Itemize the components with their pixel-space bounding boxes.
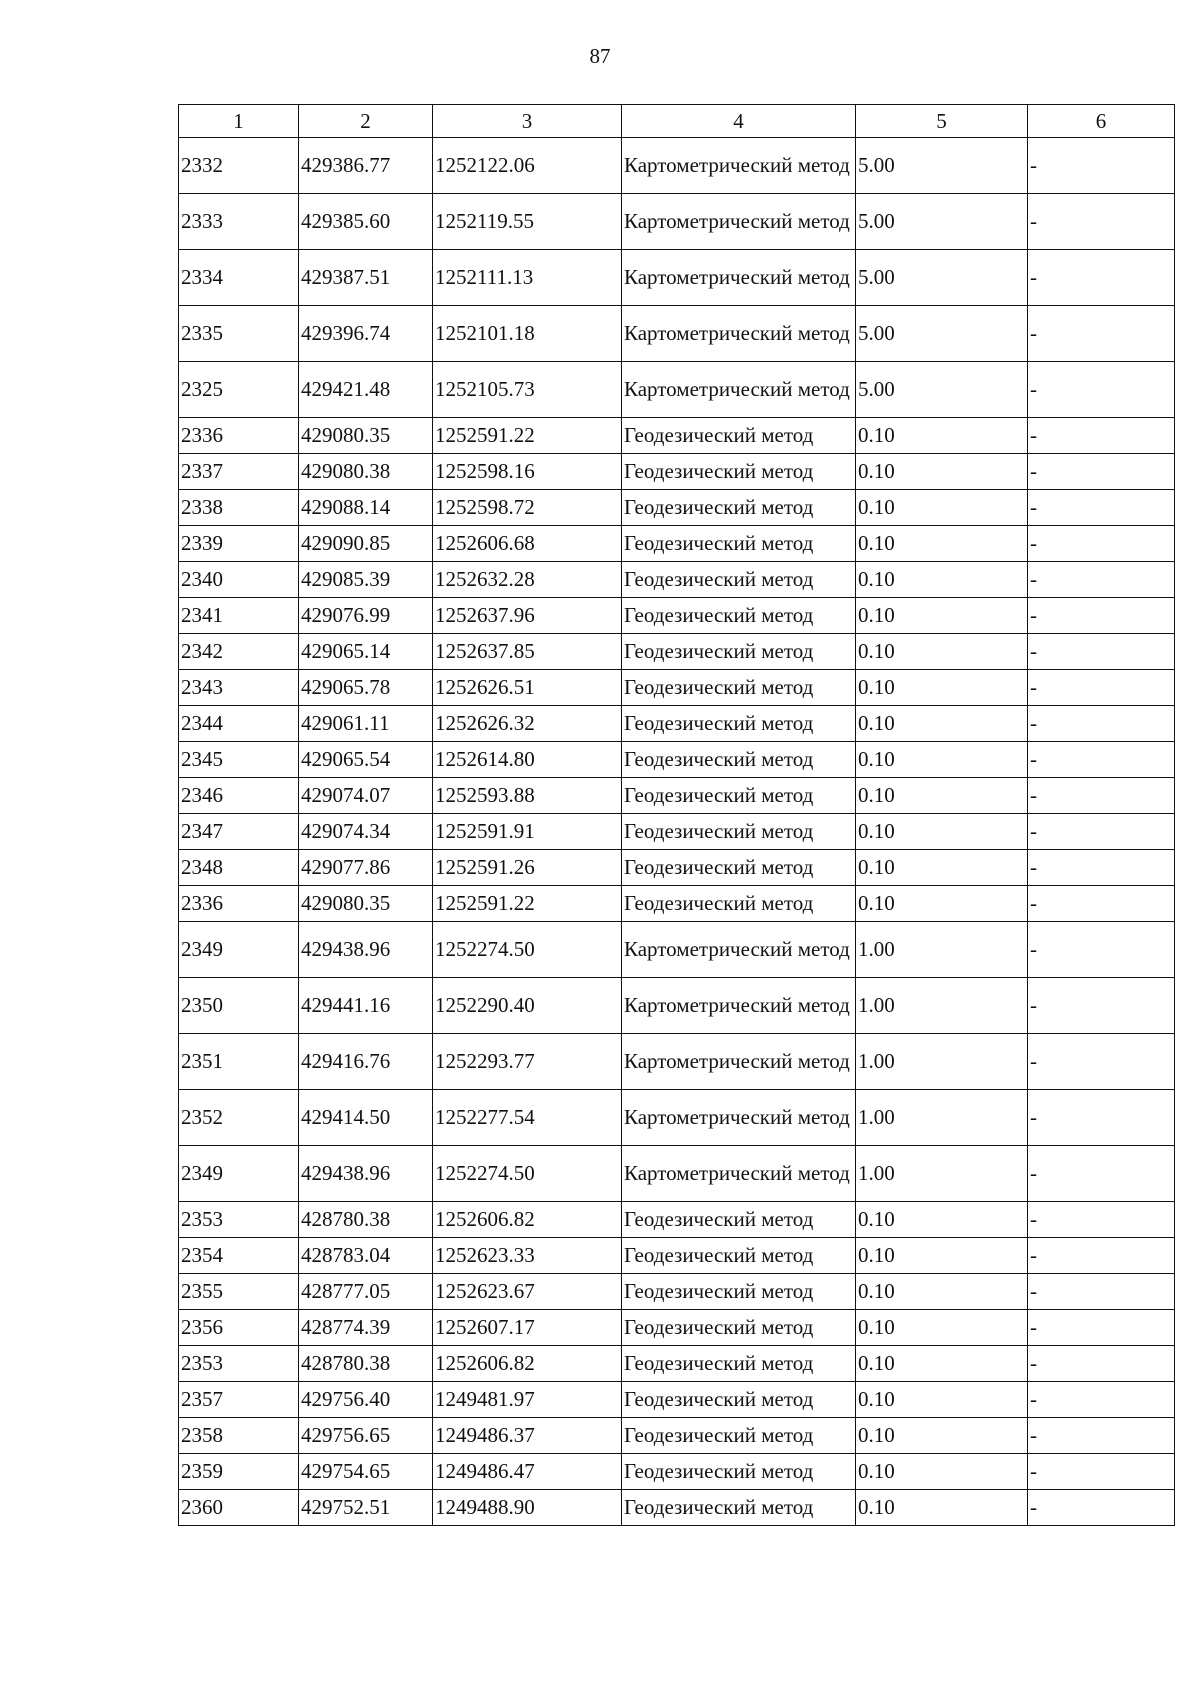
point-number-cell: 2346 (179, 778, 299, 814)
y-coordinate-cell: 1249488.90 (433, 1490, 622, 1526)
table-row (179, 418, 1175, 454)
column-header: 4 (622, 105, 856, 138)
y-coordinate-cell: 1252101.18 (433, 306, 622, 362)
table-row (179, 598, 1175, 634)
x-coordinate-cell: 428774.39 (299, 1310, 433, 1346)
table-row (179, 1490, 1175, 1526)
note-cell: - (1028, 978, 1175, 1034)
x-coordinate-cell: 429421.48 (299, 362, 433, 418)
x-coordinate-cell: 429396.74 (299, 306, 433, 362)
table-row (179, 194, 1175, 250)
note-cell: - (1028, 138, 1175, 194)
table-row (179, 1418, 1175, 1454)
accuracy-cell: 0.10 (856, 1202, 1028, 1238)
point-number-cell: 2355 (179, 1274, 299, 1310)
method-cell: Геодезический метод (622, 562, 856, 598)
x-coordinate-cell: 429752.51 (299, 1490, 433, 1526)
y-coordinate-cell: 1252626.32 (433, 706, 622, 742)
accuracy-cell: 0.10 (856, 1490, 1028, 1526)
y-coordinate-cell: 1252274.50 (433, 1146, 622, 1202)
y-coordinate-cell: 1252632.28 (433, 562, 622, 598)
note-cell: - (1028, 418, 1175, 454)
table-row (179, 706, 1175, 742)
x-coordinate-cell: 429088.14 (299, 490, 433, 526)
point-number-cell: 2350 (179, 978, 299, 1034)
accuracy-cell: 0.10 (856, 1310, 1028, 1346)
x-coordinate-cell: 429414.50 (299, 1090, 433, 1146)
y-coordinate-cell: 1252122.06 (433, 138, 622, 194)
note-cell: - (1028, 1490, 1175, 1526)
x-coordinate-cell: 429754.65 (299, 1454, 433, 1490)
y-coordinate-cell: 1252274.50 (433, 922, 622, 978)
point-number-cell: 2325 (179, 362, 299, 418)
method-cell: Геодезический метод (622, 1346, 856, 1382)
y-coordinate-cell: 1252606.68 (433, 526, 622, 562)
method-cell: Геодезический метод (622, 814, 856, 850)
note-cell: - (1028, 886, 1175, 922)
note-cell: - (1028, 922, 1175, 978)
point-number-cell: 2348 (179, 850, 299, 886)
note-cell: - (1028, 1090, 1175, 1146)
y-coordinate-cell: 1252277.54 (433, 1090, 622, 1146)
x-coordinate-cell: 429085.39 (299, 562, 433, 598)
accuracy-cell: 1.00 (856, 1146, 1028, 1202)
y-coordinate-cell: 1249481.97 (433, 1382, 622, 1418)
x-coordinate-cell: 429387.51 (299, 250, 433, 306)
x-coordinate-cell: 429441.16 (299, 978, 433, 1034)
note-cell: - (1028, 1202, 1175, 1238)
method-cell: Картометрический метод (622, 306, 856, 362)
point-number-cell: 2349 (179, 922, 299, 978)
note-cell: - (1028, 1310, 1175, 1346)
accuracy-cell: 1.00 (856, 978, 1028, 1034)
table-row (179, 1202, 1175, 1238)
point-number-cell: 2353 (179, 1202, 299, 1238)
y-coordinate-cell: 1252623.33 (433, 1238, 622, 1274)
method-cell: Картометрический метод (622, 1034, 856, 1090)
accuracy-cell: 0.10 (856, 670, 1028, 706)
note-cell: - (1028, 454, 1175, 490)
method-cell: Геодезический метод (622, 1454, 856, 1490)
table-row (179, 306, 1175, 362)
table-row (179, 1454, 1175, 1490)
method-cell: Картометрический метод (622, 250, 856, 306)
x-coordinate-cell: 429077.86 (299, 850, 433, 886)
note-cell: - (1028, 1346, 1175, 1382)
table-row (179, 562, 1175, 598)
method-cell: Геодезический метод (622, 1238, 856, 1274)
table-row (179, 670, 1175, 706)
point-number-cell: 2357 (179, 1382, 299, 1418)
point-number-cell: 2349 (179, 1146, 299, 1202)
method-cell: Геодезический метод (622, 1274, 856, 1310)
method-cell: Геодезический метод (622, 598, 856, 634)
y-coordinate-cell: 1252293.77 (433, 1034, 622, 1090)
x-coordinate-cell: 429386.77 (299, 138, 433, 194)
y-coordinate-cell: 1252637.85 (433, 634, 622, 670)
note-cell: - (1028, 526, 1175, 562)
method-cell: Геодезический метод (622, 850, 856, 886)
method-cell: Геодезический метод (622, 742, 856, 778)
y-coordinate-cell: 1252598.72 (433, 490, 622, 526)
accuracy-cell: 1.00 (856, 922, 1028, 978)
column-header: 3 (433, 105, 622, 138)
x-coordinate-cell: 429065.14 (299, 634, 433, 670)
point-number-cell: 2337 (179, 454, 299, 490)
table-row (179, 454, 1175, 490)
x-coordinate-cell: 429061.11 (299, 706, 433, 742)
note-cell: - (1028, 1382, 1175, 1418)
page-number: 87 (589, 44, 611, 68)
point-number-cell: 2345 (179, 742, 299, 778)
method-cell: Картометрический метод (622, 1146, 856, 1202)
point-number-cell: 2340 (179, 562, 299, 598)
method-cell: Геодезический метод (622, 1490, 856, 1526)
accuracy-cell: 0.10 (856, 706, 1028, 742)
y-coordinate-cell: 1249486.47 (433, 1454, 622, 1490)
note-cell: - (1028, 490, 1175, 526)
note-cell: - (1028, 1274, 1175, 1310)
x-coordinate-cell: 429080.35 (299, 886, 433, 922)
y-coordinate-cell: 1252606.82 (433, 1202, 622, 1238)
point-number-cell: 2358 (179, 1418, 299, 1454)
x-coordinate-cell: 429080.35 (299, 418, 433, 454)
accuracy-cell: 0.10 (856, 1382, 1028, 1418)
accuracy-cell: 0.10 (856, 562, 1028, 598)
note-cell: - (1028, 250, 1175, 306)
accuracy-cell: 0.10 (856, 490, 1028, 526)
method-cell: Картометрический метод (622, 194, 856, 250)
column-header: 5 (856, 105, 1028, 138)
point-number-cell: 2341 (179, 598, 299, 634)
point-number-cell: 2335 (179, 306, 299, 362)
method-cell: Картометрический метод (622, 1090, 856, 1146)
y-coordinate-cell: 1252105.73 (433, 362, 622, 418)
accuracy-cell: 0.10 (856, 1274, 1028, 1310)
method-cell: Геодезический метод (622, 670, 856, 706)
accuracy-cell: 5.00 (856, 306, 1028, 362)
note-cell: - (1028, 634, 1175, 670)
table-row (179, 1034, 1175, 1090)
y-coordinate-cell: 1252626.51 (433, 670, 622, 706)
accuracy-cell: 0.10 (856, 1418, 1028, 1454)
note-cell: - (1028, 1418, 1175, 1454)
accuracy-cell: 0.10 (856, 1238, 1028, 1274)
point-number-cell: 2354 (179, 1238, 299, 1274)
method-cell: Геодезический метод (622, 634, 856, 670)
point-number-cell: 2344 (179, 706, 299, 742)
table-row (179, 1274, 1175, 1310)
accuracy-cell: 0.10 (856, 742, 1028, 778)
table-row (179, 1238, 1175, 1274)
point-number-cell: 2356 (179, 1310, 299, 1346)
x-coordinate-cell: 429090.85 (299, 526, 433, 562)
y-coordinate-cell: 1252637.96 (433, 598, 622, 634)
table-row (179, 526, 1175, 562)
note-cell: - (1028, 778, 1175, 814)
table-row (179, 922, 1175, 978)
accuracy-cell: 0.10 (856, 850, 1028, 886)
point-number-cell: 2351 (179, 1034, 299, 1090)
accuracy-cell: 0.10 (856, 1346, 1028, 1382)
method-cell: Картометрический метод (622, 362, 856, 418)
table-row (179, 1346, 1175, 1382)
method-cell: Геодезический метод (622, 1202, 856, 1238)
note-cell: - (1028, 194, 1175, 250)
point-number-cell: 2336 (179, 886, 299, 922)
y-coordinate-cell: 1252614.80 (433, 742, 622, 778)
method-cell: Геодезический метод (622, 1310, 856, 1346)
method-cell: Геодезический метод (622, 526, 856, 562)
table-row (179, 978, 1175, 1034)
accuracy-cell: 1.00 (856, 1034, 1028, 1090)
table-row (179, 490, 1175, 526)
table-row (179, 1310, 1175, 1346)
table-row (179, 886, 1175, 922)
x-coordinate-cell: 429074.07 (299, 778, 433, 814)
x-coordinate-cell: 428777.05 (299, 1274, 433, 1310)
y-coordinate-cell: 1252591.91 (433, 814, 622, 850)
x-coordinate-cell: 429756.65 (299, 1418, 433, 1454)
note-cell: - (1028, 562, 1175, 598)
accuracy-cell: 0.10 (856, 634, 1028, 670)
accuracy-cell: 0.10 (856, 886, 1028, 922)
method-cell: Геодезический метод (622, 886, 856, 922)
table-row (179, 634, 1175, 670)
y-coordinate-cell: 1252119.55 (433, 194, 622, 250)
note-cell: - (1028, 1238, 1175, 1274)
x-coordinate-cell: 429065.78 (299, 670, 433, 706)
note-cell: - (1028, 362, 1175, 418)
table-header-row (179, 105, 1175, 138)
point-number-cell: 2360 (179, 1490, 299, 1526)
x-coordinate-cell: 429065.54 (299, 742, 433, 778)
point-number-cell: 2342 (179, 634, 299, 670)
accuracy-cell: 1.00 (856, 1090, 1028, 1146)
point-number-cell: 2338 (179, 490, 299, 526)
method-cell: Геодезический метод (622, 490, 856, 526)
method-cell: Геодезический метод (622, 454, 856, 490)
point-number-cell: 2359 (179, 1454, 299, 1490)
accuracy-cell: 0.10 (856, 778, 1028, 814)
note-cell: - (1028, 598, 1175, 634)
accuracy-cell: 0.10 (856, 454, 1028, 490)
method-cell: Геодезический метод (622, 1418, 856, 1454)
point-number-cell: 2352 (179, 1090, 299, 1146)
y-coordinate-cell: 1252591.26 (433, 850, 622, 886)
x-coordinate-cell: 429074.34 (299, 814, 433, 850)
x-coordinate-cell: 429438.96 (299, 922, 433, 978)
note-cell: - (1028, 1146, 1175, 1202)
table-row (179, 1090, 1175, 1146)
y-coordinate-cell: 1252111.13 (433, 250, 622, 306)
point-number-cell: 2334 (179, 250, 299, 306)
accuracy-cell: 0.10 (856, 814, 1028, 850)
note-cell: - (1028, 706, 1175, 742)
table-row (179, 362, 1175, 418)
x-coordinate-cell: 429385.60 (299, 194, 433, 250)
y-coordinate-cell: 1252593.88 (433, 778, 622, 814)
note-cell: - (1028, 742, 1175, 778)
x-coordinate-cell: 429080.38 (299, 454, 433, 490)
x-coordinate-cell: 428783.04 (299, 1238, 433, 1274)
point-number-cell: 2343 (179, 670, 299, 706)
y-coordinate-cell: 1252607.17 (433, 1310, 622, 1346)
table-row (179, 138, 1175, 194)
accuracy-cell: 0.10 (856, 598, 1028, 634)
y-coordinate-cell: 1252290.40 (433, 978, 622, 1034)
method-cell: Геодезический метод (622, 778, 856, 814)
point-number-cell: 2347 (179, 814, 299, 850)
x-coordinate-cell: 429416.76 (299, 1034, 433, 1090)
point-number-cell: 2353 (179, 1346, 299, 1382)
y-coordinate-cell: 1249486.37 (433, 1418, 622, 1454)
point-number-cell: 2332 (179, 138, 299, 194)
note-cell: - (1028, 1034, 1175, 1090)
note-cell: - (1028, 850, 1175, 886)
y-coordinate-cell: 1252591.22 (433, 886, 622, 922)
x-coordinate-cell: 429756.40 (299, 1382, 433, 1418)
accuracy-cell: 5.00 (856, 194, 1028, 250)
accuracy-cell: 0.10 (856, 526, 1028, 562)
table-row (179, 742, 1175, 778)
point-number-cell: 2336 (179, 418, 299, 454)
column-header: 6 (1028, 105, 1175, 138)
method-cell: Геодезический метод (622, 418, 856, 454)
table-body (179, 138, 1175, 1526)
column-header: 2 (299, 105, 433, 138)
accuracy-cell: 5.00 (856, 138, 1028, 194)
coordinates-table (178, 104, 1175, 1526)
table-row (179, 1146, 1175, 1202)
x-coordinate-cell: 429076.99 (299, 598, 433, 634)
method-cell: Картометрический метод (622, 138, 856, 194)
table-row (179, 1382, 1175, 1418)
accuracy-cell: 0.10 (856, 1454, 1028, 1490)
method-cell: Геодезический метод (622, 706, 856, 742)
table-row (179, 850, 1175, 886)
note-cell: - (1028, 814, 1175, 850)
point-number-cell: 2333 (179, 194, 299, 250)
accuracy-cell: 5.00 (856, 362, 1028, 418)
y-coordinate-cell: 1252623.67 (433, 1274, 622, 1310)
y-coordinate-cell: 1252598.16 (433, 454, 622, 490)
point-number-cell: 2339 (179, 526, 299, 562)
table-row (179, 778, 1175, 814)
method-cell: Геодезический метод (622, 1382, 856, 1418)
method-cell: Картометрический метод (622, 922, 856, 978)
x-coordinate-cell: 429438.96 (299, 1146, 433, 1202)
y-coordinate-cell: 1252606.82 (433, 1346, 622, 1382)
note-cell: - (1028, 1454, 1175, 1490)
x-coordinate-cell: 428780.38 (299, 1202, 433, 1238)
x-coordinate-cell: 428780.38 (299, 1346, 433, 1382)
accuracy-cell: 0.10 (856, 418, 1028, 454)
column-header: 1 (179, 105, 299, 138)
y-coordinate-cell: 1252591.22 (433, 418, 622, 454)
table-row (179, 250, 1175, 306)
table-row (179, 814, 1175, 850)
note-cell: - (1028, 670, 1175, 706)
note-cell: - (1028, 306, 1175, 362)
method-cell: Картометрический метод (622, 978, 856, 1034)
accuracy-cell: 5.00 (856, 250, 1028, 306)
